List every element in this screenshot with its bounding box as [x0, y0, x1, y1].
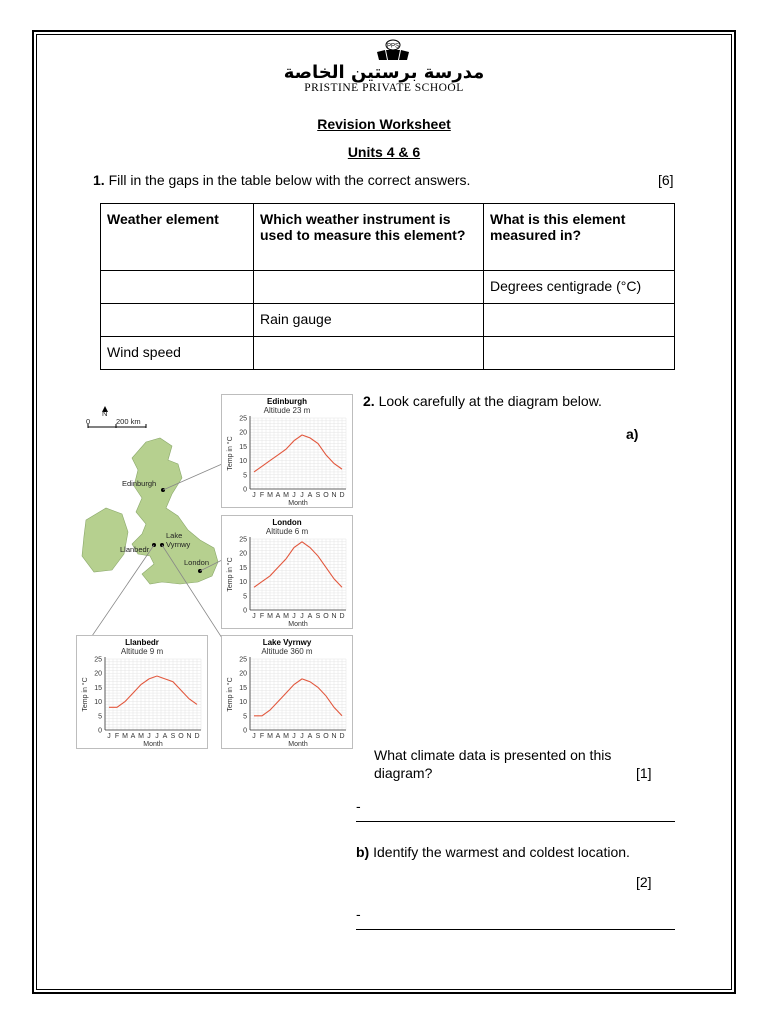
worksheet-title: Revision Worksheet	[317, 116, 451, 132]
x-tick-label: M	[267, 613, 273, 620]
y-axis-label: Temp in °C	[227, 557, 234, 592]
table-cell: Degrees centigrade (°C)	[484, 271, 675, 304]
q2a-text-line2: diagram?	[374, 765, 433, 781]
x-tick-label: A	[130, 733, 136, 740]
chart-subtitle: Altitude 6 m	[265, 527, 309, 536]
table-row	[101, 304, 675, 337]
x-tick-label: M	[267, 733, 273, 740]
x-tick-label: D	[339, 492, 345, 499]
x-tick-label: A	[275, 613, 281, 620]
x-tick-label: N	[331, 733, 337, 740]
x-tick-label: J	[147, 733, 151, 740]
x-axis-label: Month	[288, 621, 308, 628]
y-tick-label: 25	[239, 536, 247, 544]
x-axis-label: Month	[288, 500, 308, 507]
map-label-lake-vyrnwy: Lake Vyrnwy	[166, 531, 191, 549]
y-tick-label: 25	[239, 415, 247, 423]
q1-number: 1.	[93, 172, 105, 188]
table-header-cell: What is this element measured in?	[484, 204, 675, 271]
weather-table	[100, 203, 675, 370]
y-tick-label: 15	[239, 684, 247, 692]
chart-subtitle: Altitude 23 m	[263, 406, 311, 415]
chart-subtitle: Altitude 9 m	[120, 647, 164, 656]
chart-title: London	[272, 518, 302, 527]
x-tick-label: J	[300, 492, 304, 499]
x-tick-label: J	[292, 492, 296, 499]
x-tick-label: J	[252, 733, 256, 740]
answer-cell[interactable]	[484, 337, 675, 370]
x-tick-label: A	[162, 733, 168, 740]
school-name-english: PRISTINE PRIVATE SCHOOL	[304, 82, 464, 94]
chart-llanbedr	[76, 635, 208, 749]
chart-subtitle: Altitude 360 m	[261, 647, 313, 656]
y-tick-label: 20	[239, 429, 247, 437]
x-tick-label: J	[252, 613, 256, 620]
svg-text:PPS: PPS	[386, 43, 400, 50]
x-tick-label: A	[275, 733, 281, 740]
x-tick-label: A	[307, 733, 313, 740]
x-tick-label: O	[323, 733, 329, 740]
y-tick-label: 20	[239, 670, 247, 678]
q2b-label: b)	[356, 844, 370, 860]
x-tick-label: N	[186, 733, 192, 740]
chart-lake-vyrnwy	[221, 635, 353, 749]
y-tick-label: 20	[239, 550, 247, 558]
x-tick-label: J	[155, 733, 159, 740]
x-tick-label: A	[307, 492, 313, 499]
x-tick-label: M	[283, 733, 289, 740]
answer-cell[interactable]	[101, 304, 254, 337]
x-tick-label: A	[307, 613, 313, 620]
school-name-arabic: مدرسة برستين الخاصة	[283, 62, 485, 83]
y-tick-label: 10	[239, 458, 247, 466]
y-tick-label: 5	[243, 472, 247, 480]
q1-prompt	[93, 172, 470, 188]
y-tick-label: 0	[243, 486, 247, 494]
school-crest-icon	[373, 38, 413, 64]
x-tick-label: M	[267, 492, 273, 499]
x-tick-label: O	[178, 733, 184, 740]
x-tick-label: M	[283, 613, 289, 620]
map-label-london: London	[184, 558, 210, 567]
y-tick-label: 25	[94, 656, 102, 664]
x-tick-label: F	[259, 613, 265, 620]
table-row	[101, 271, 675, 304]
q1-marks: [6]	[658, 172, 674, 188]
x-tick-label: M	[122, 733, 128, 740]
chart-london	[221, 515, 353, 629]
north-label: N	[102, 409, 108, 418]
q2-text: Look carefully at the diagram below.	[378, 393, 602, 409]
answer-cell[interactable]	[254, 271, 484, 304]
y-tick-label: 0	[243, 727, 247, 735]
x-axis-label: Month	[288, 741, 308, 748]
x-axis-label: Month	[143, 741, 163, 748]
table-header-cell: Weather element	[101, 204, 254, 271]
x-tick-label: S	[315, 492, 321, 499]
q2b-prompt	[356, 844, 630, 860]
answer-dash: -	[356, 798, 361, 814]
map-label-edinburgh: Edinburgh	[122, 479, 157, 488]
scale-end-label: 200 km	[116, 417, 141, 426]
y-axis-label: Temp in °C	[82, 677, 89, 712]
chart-title: Edinburgh	[267, 397, 307, 406]
x-tick-label: J	[292, 733, 296, 740]
x-tick-label: M	[138, 733, 144, 740]
scale-start-label: 0	[86, 417, 91, 426]
y-tick-label: 15	[239, 443, 247, 451]
y-tick-label: 15	[239, 564, 247, 572]
answer-line-a[interactable]	[356, 821, 675, 822]
q2b-text: Identify the warmest and coldest location.	[373, 844, 630, 860]
map-label-llanbedr: Llanbedr	[120, 545, 150, 554]
y-tick-label: 5	[243, 593, 247, 601]
x-tick-label: J	[300, 733, 304, 740]
x-tick-label: D	[339, 613, 345, 620]
x-tick-label: D	[339, 733, 345, 740]
q2-prompt	[363, 393, 602, 409]
x-tick-label: J	[252, 492, 256, 499]
y-tick-label: 5	[98, 713, 102, 721]
y-tick-label: 20	[94, 670, 102, 678]
x-tick-label: N	[331, 492, 337, 499]
y-tick-label: 5	[243, 713, 247, 721]
answer-line-b[interactable]	[356, 929, 675, 930]
x-tick-label: S	[315, 613, 321, 620]
y-tick-label: 0	[98, 727, 102, 735]
table-header-cell: Which weather instrument is used to measure this element?	[254, 204, 484, 271]
y-tick-label: 25	[239, 656, 247, 664]
x-tick-label: F	[114, 733, 120, 740]
y-axis-label: Temp in °C	[227, 677, 234, 712]
table-row	[101, 337, 675, 370]
answer-dash: -	[356, 906, 361, 922]
q2-number: 2.	[363, 393, 375, 409]
y-tick-label: 10	[239, 579, 247, 587]
q2a-label: a)	[626, 426, 639, 442]
chart-title: Llanbedr	[125, 638, 159, 647]
chart-title: Lake Vyrnwy	[262, 638, 312, 647]
q1-text: Fill in the gaps in the table below with the correct answers.	[108, 172, 471, 188]
answer-cell[interactable]	[101, 271, 254, 304]
worksheet-units: Units 4 & 6	[347, 144, 421, 160]
table-cell: Wind speed	[101, 337, 254, 370]
x-tick-label: S	[170, 733, 176, 740]
x-tick-label: F	[259, 492, 265, 499]
x-tick-label: A	[275, 492, 281, 499]
x-tick-label: N	[331, 613, 337, 620]
x-tick-label: D	[194, 733, 200, 740]
x-tick-label: J	[300, 613, 304, 620]
x-tick-label: O	[323, 613, 329, 620]
x-tick-label: J	[292, 613, 296, 620]
y-tick-label: 0	[243, 607, 247, 615]
answer-cell[interactable]	[484, 304, 675, 337]
answer-cell[interactable]	[254, 337, 484, 370]
x-tick-label: S	[315, 733, 321, 740]
x-tick-label: M	[283, 492, 289, 499]
q2a-text-line1: What climate data is presented on this	[374, 747, 612, 763]
y-tick-label: 10	[94, 699, 102, 707]
table-cell: Rain gauge	[254, 304, 484, 337]
chart-edinburgh	[221, 394, 353, 508]
y-axis-label: Temp in °C	[227, 436, 234, 471]
q2b-marks: [2]	[636, 874, 652, 890]
x-tick-label: O	[323, 492, 329, 499]
table-header-row	[101, 204, 675, 271]
x-tick-label: F	[259, 733, 265, 740]
y-tick-label: 10	[239, 699, 247, 707]
q2a-marks: [1]	[636, 765, 652, 781]
y-tick-label: 15	[94, 684, 102, 692]
x-tick-label: J	[107, 733, 111, 740]
